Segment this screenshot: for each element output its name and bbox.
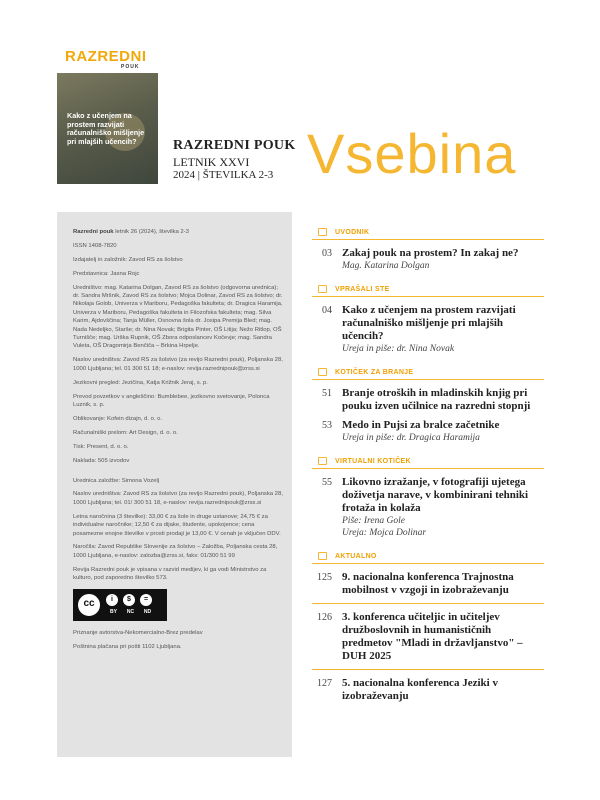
cc-license-badge — [73, 589, 167, 621]
toc-entry[interactable] — [312, 571, 544, 597]
toc-page-number: 55 — [322, 477, 332, 488]
cover-headline: Kako z učenjem na prostem razvijati računalniško mišljenje pri mlajših učencih? — [67, 111, 145, 146]
cover-logo-sub: POUK — [121, 64, 140, 70]
section-header — [312, 365, 544, 380]
toc-entry[interactable] — [312, 387, 544, 413]
toc-entry-title: Branje otroških in mladinskih knjig pri pouku izven učilnice na razredni stopnji — [342, 387, 531, 412]
toc-entry-title: Likovno izražanje, v fotografiji ujetega doživetja narave, v kombinirani tehniki frotaža in kolaža — [342, 476, 529, 514]
colophon-item — [73, 242, 283, 250]
cover-logo: RAZREDNI — [65, 48, 147, 65]
toc-page-number: 125 — [317, 572, 332, 583]
cc-logo-icon: cc — [76, 592, 102, 618]
nc-icon: $ — [122, 593, 136, 607]
colophon-item-text: Naslov uredništva: Zavod RS za šolstvo (za revijo Razredni pouk), Poljanska 28, 1000 Ljubljana; tel. 01 300 51 18; e-naslov: revija.razrednipouk@zrss.si — [73, 357, 283, 372]
section-icon — [318, 368, 327, 376]
toc-entry-title: Kako z učenjem na prostem razvijati računalniško mišljenje pri mlajših učencih? — [342, 304, 516, 342]
colophon-item: Letna naročnina (3 številke): 33,00 € za šole in druge ustanove; 24,75 € za individualne naročnike; 12,50 € za dijake, študente, upokojence; cena posamezne enojne številke v prosti prodaji je 13,00 €. V cenah je vključen DDV. — [73, 513, 281, 537]
toc-entry-title: Zakaj pouk na prostem? In zakaj ne? — [342, 247, 519, 259]
nd-icon: = — [139, 593, 153, 607]
colophon-item-text: Tisk: Present, d. o. o. — [73, 443, 129, 450]
colophon-item-text: ISSN 1408-7820 — [73, 242, 117, 249]
colophon-item — [73, 270, 283, 278]
toc-entry-author: Ureja: Mojca Dolinar — [342, 528, 427, 538]
colophon-item — [73, 228, 283, 236]
section-label: VIRTUALNI KOTIČEK — [335, 457, 411, 465]
toc-entry-author: Mag. Katarina Dolgan — [342, 261, 430, 271]
colophon-item-text: Jezikovni pregled: Jezičina, Katja Križnik Jeraj, s. p. — [73, 379, 208, 386]
toc-entry-title: 5. nacionalna konferenca Jeziki v izobraževanju — [342, 677, 498, 702]
magazine-issue: 2024 | ŠTEVILKA 2-3 — [173, 169, 274, 181]
entry-divider — [312, 669, 544, 670]
colophon-item — [73, 415, 283, 423]
cc-label-nd: ND — [143, 608, 152, 615]
section-header — [312, 549, 544, 564]
colophon-item-text: Oblikovanje: Kofein dizajn, d. o. o. — [73, 415, 163, 422]
colophon-list-publisher — [73, 477, 283, 583]
toc-entry-author: Piše: Irena Gole — [342, 516, 405, 526]
colophon-item — [73, 379, 283, 387]
entry-divider — [312, 603, 544, 604]
colophon-item: Revija Razredni pouk je vpisana v razvid medijev, ki ga vodi Ministrstvo za kulturo, pod zaporedno številko 573. — [73, 566, 267, 582]
toc-page-number: 51 — [322, 388, 332, 399]
section-header — [312, 454, 544, 469]
colophon-item-text: Uredništvo: mag. Katarina Dolgan, Zavod RS za šolstvo (odgovorna urednica); dr. Sandra Mršnik, Zavod RS za šolstvo; Mojca Dolinar, Zavod RS za šolstvo; dr. Nikolaja Golob, Univerza v Mariboru, Pedagoška fakulteta; dr. Dragica Haramija, Univerza v Mariboru, Pedagoška fakulteta in Filozofska fakulteta; mag. Silva Karim, Ajdovščina; Tanja Müller, Osnovna šola dr. Josipa Premija Bled; mag. Nada Nedeljko, Starše; dr. Nina Novak; Brigita Pinter, OŠ Litija; Nežo Ritlop, OŠ Turniščе; mag. Urška Rupnik, OŠ Zbora odposlancev Kočevje; mag. Sandra Vuleta, OŠ Dragomirja Benčiča – Brkina Hrpelje. — [73, 284, 283, 350]
table-of-contents — [312, 225, 544, 713]
page-title: Vsebina — [307, 122, 517, 185]
toc-entry[interactable] — [312, 476, 544, 539]
postage-text: Poštnina plačana pri pošti 1102 Ljubljana. — [73, 643, 182, 650]
toc-entry-title: Medo in Pujsi za bralce začetnike — [342, 419, 500, 431]
colophon-item — [73, 443, 283, 451]
colophon-item — [73, 457, 283, 465]
toc-page-number: 04 — [322, 305, 332, 316]
toc-entry[interactable] — [312, 611, 544, 663]
cc-label-by: BY — [110, 608, 117, 615]
colophon-item — [73, 356, 283, 373]
toc-entry-title: 3. konferenca učiteljic in učiteljev družboslovnih in humanističnih predmetov "Mladi in državljanstvo" – DUH 2025 — [342, 611, 523, 662]
section-label: VPRAŠALI STE — [335, 285, 390, 293]
colophon-item-text: Naklada: 505 izvodov — [73, 457, 130, 464]
section-label: KOTIČEK ZA BRANJE — [335, 368, 414, 376]
colophon-item: Naslov uredništva: Zavod RS za šolstvo (za revijo Razredni pouk), Poljanska 28, 1000 Ljubljana; tel. 01/ 300 51 18, e-naslov: revija.razrednipouk@zrss.si — [73, 491, 283, 506]
toc-entry-author: Ureja in piše: dr. Nina Novak — [342, 344, 455, 354]
colophon-item-text: Izdajatelj in založnik: Zavod RS za šolstvo — [73, 256, 183, 263]
colophon-item-text: Predstavnica: Jasna Rojc — [73, 270, 140, 277]
magazine-volume: LETNIK XXVI — [173, 155, 250, 169]
toc-page-number: 126 — [317, 612, 332, 623]
section-icon — [318, 228, 327, 236]
toc-entry[interactable] — [312, 247, 544, 272]
colophon-content — [73, 228, 283, 656]
colophon-item — [73, 256, 283, 264]
toc-entry[interactable] — [312, 677, 544, 703]
by-icon: i — [105, 593, 119, 607]
colophon-item — [73, 284, 283, 351]
license-text: Priznanje avtorstva-Nekomercialno-Brez predelav — [73, 629, 203, 636]
cover-thumbnail — [57, 43, 158, 184]
colophon-item-bold: Razredni pouk — [73, 229, 114, 235]
section-icon — [318, 552, 327, 560]
toc-entry-author: Ureja in piše: dr. Dragica Haramija — [342, 433, 480, 443]
section-label: AKTUALNO — [335, 552, 377, 560]
colophon-item: Naročila: Zavod Republike Slovenije za šolstvo – Založba, Poljanska cesta 28, 1000 Ljubljana, e-naslov: zalozba@zrss.si, faks: 01/300 51 99 — [73, 544, 278, 559]
section-label: UVODNIK — [335, 228, 370, 236]
section-header — [312, 225, 544, 240]
section-icon — [318, 457, 327, 465]
colophon-item — [73, 393, 283, 410]
toc-entry[interactable] — [312, 304, 544, 355]
cover-header — [57, 43, 158, 73]
toc-page-number: 03 — [322, 248, 332, 259]
colophon-panel — [57, 212, 292, 757]
section-header — [312, 282, 544, 297]
toc-page-number: 127 — [317, 678, 332, 689]
colophon-list — [73, 228, 283, 465]
colophon-item-text: letnik 26 (2024), številka 2-3 — [113, 229, 189, 235]
magazine-name: RAZREDNI POUK — [173, 138, 296, 153]
colophon-item-text: Računalniški prelom: Art Design, d. o. o. — [73, 429, 178, 436]
toc-entry-title: 9. nacionalna konferenca Trajnostna mobilnost v vzgoji in izobraževanju — [342, 571, 514, 596]
cc-label-nc: NC — [126, 608, 135, 615]
section-icon — [318, 285, 327, 293]
toc-entry[interactable] — [312, 419, 544, 444]
colophon-item: Urednica založbe: Simona Vozelj — [73, 477, 160, 484]
toc-page-number: 53 — [322, 420, 332, 431]
colophon-item-text: Prevod povzetkov v angleščino: Bumblebee, jezikovno svetovanje, Polonca Luznik, s. p. — [73, 393, 270, 408]
colophon-item — [73, 429, 283, 437]
